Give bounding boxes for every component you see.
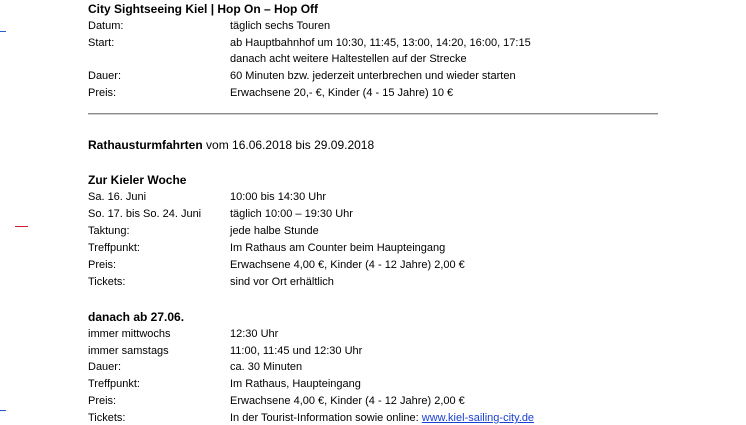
- margin-marker-blue-bottom: [0, 410, 6, 411]
- section-divider: [88, 113, 658, 115]
- row-label: Sa. 16. Juni: [88, 191, 147, 203]
- kieler-title: Zur Kieler Woche: [88, 173, 187, 187]
- hop-title: City Sightseeing Kiel | Hop On – Hop Off: [88, 2, 319, 16]
- row-value: Im Rathaus am Counter beim Haupteingang: [230, 242, 446, 254]
- margin-marker-red: [15, 226, 28, 227]
- row-label: Tickets:: [88, 412, 126, 424]
- row-label: immer mittwochs: [88, 328, 171, 340]
- row-label: Datum:: [88, 20, 124, 32]
- row-label: Treffpunkt:: [88, 378, 140, 390]
- row-value: Erwachsene 4,00 €, Kinder (4 - 12 Jahre) 2,00 €: [230, 259, 465, 271]
- row-value: sind vor Ort erhältlich: [230, 276, 334, 288]
- margin-marker-blue: [0, 31, 6, 32]
- row-value: 11:00, 11:45 und 12:30 Uhr: [230, 345, 363, 357]
- tickets-text: In der Tourist-Information sowie online:: [230, 412, 422, 424]
- row-value: ab Hauptbahnhof um 10:30, 11:45, 13:00, 14:20, 16:00, 17:15: [230, 37, 531, 49]
- row-label: Start:: [88, 37, 115, 49]
- tickets-link[interactable]: www.kiel-sailing-city.de: [421, 412, 535, 424]
- rathaus-heading-dates: vom 16.06.2018 bis 29.09.2018: [202, 138, 375, 152]
- row-value: 12:30 Uhr: [230, 328, 279, 340]
- row-value: täglich 10:00 – 19:30 Uhr: [230, 208, 353, 220]
- row-value: Erwachsene 4,00 €, Kinder (4 - 12 Jahre) 2,00 €: [230, 395, 465, 407]
- row-label: So. 17. bis So. 24. Juni: [88, 208, 202, 220]
- row-value: Im Rathaus, Haupteingang: [230, 378, 361, 390]
- row-label: immer samstags: [88, 345, 169, 357]
- row-label: Dauer:: [88, 361, 122, 373]
- row-value: täglich sechs Touren: [230, 20, 331, 32]
- rathaus-heading-bold: Rathausturmfahrten: [88, 138, 203, 152]
- row-label: Preis:: [88, 87, 117, 99]
- row-label: Taktung:: [88, 225, 130, 237]
- row-value: [230, 411, 534, 425]
- row-label: Tickets:: [88, 276, 126, 288]
- danach-title: danach ab 27.06.: [88, 310, 185, 324]
- row-label: Dauer:: [88, 70, 122, 82]
- row-label: Preis:: [88, 395, 117, 407]
- row-value: 10:00 bis 14:30 Uhr: [230, 191, 327, 203]
- row-value: 60 Minuten bzw. jederzeit unterbrechen und wieder starten: [230, 70, 516, 82]
- row-value: danach acht weitere Haltestellen auf der Strecke: [230, 53, 467, 65]
- row-value: Erwachsene 20,- €, Kinder (4 - 15 Jahre) 10 €: [230, 87, 454, 99]
- row-label: Treffpunkt:: [88, 242, 140, 254]
- rathaus-heading: [88, 138, 374, 152]
- row-value: ca. 30 Minuten: [230, 361, 303, 373]
- row-label: Preis:: [88, 259, 117, 271]
- row-value: jede halbe Stunde: [230, 225, 319, 237]
